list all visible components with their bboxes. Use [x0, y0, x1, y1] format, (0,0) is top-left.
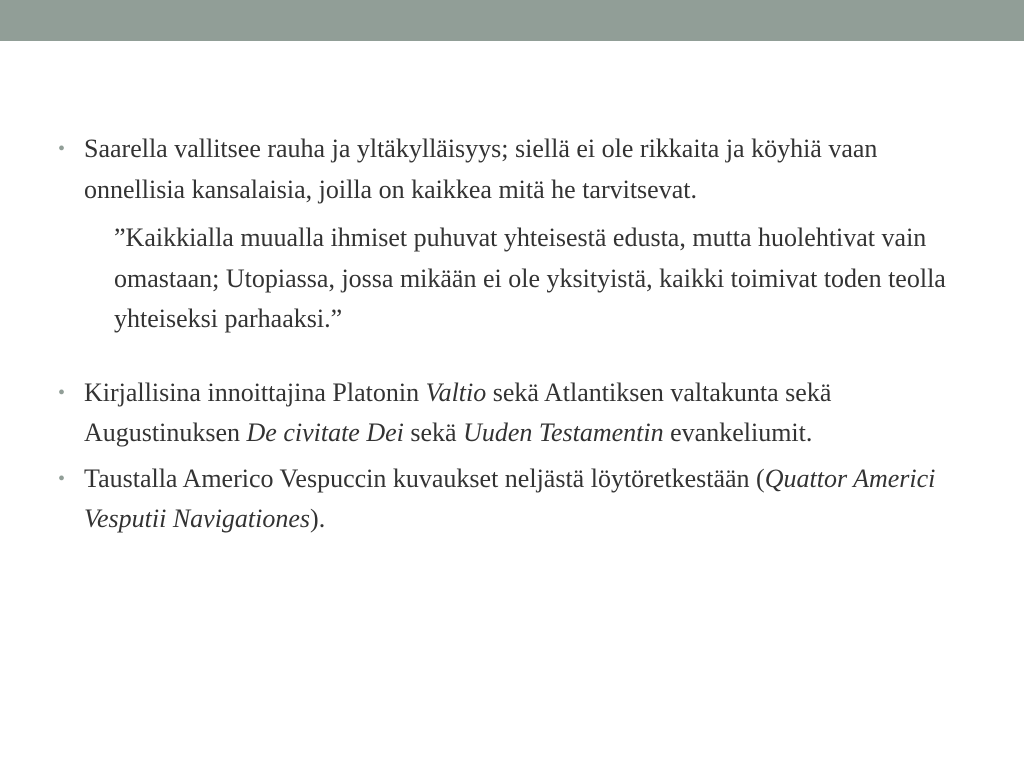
bullet-icon: • [58, 467, 66, 490]
title-valtio: Valtio [425, 377, 487, 407]
block-quote: ”Kaikkialla muualla ihmiset puhuvat yhteisestä edusta, mutta huolehtivat vain omastaan; Utopiassa, jossa mikään ei ole yksityistä, kaikki toimivat toden teolla yhteiseksi parhaaksi.” [114, 223, 946, 333]
bullet-icon: • [58, 138, 66, 160]
bullet-text-3-part-1: Taustalla Americo Vespuccin kuvaukset neljästä löytöretkestään ( [84, 463, 765, 493]
bullet-item-2 [58, 373, 968, 454]
bullet-text-2-part-5: sekä [403, 418, 464, 447]
bullet-icon: • [58, 381, 66, 404]
slide-body [58, 129, 968, 540]
top-accent-bar [0, 0, 1024, 41]
bullet-item-3 [58, 459, 968, 540]
title-de-civitate-dei: De civitate Dei [246, 418, 404, 447]
bullet-text-3-part-3: ). [310, 504, 326, 533]
title-uuden-testamentin: Uuden Testamentin [463, 418, 664, 447]
bullet-text-2-part-3: sekä Atlantiksen valtakunta sekä Augustinuksen [84, 377, 832, 447]
title-quattor-navigationes: Quattor Americi Vesputii Navigationes [84, 463, 936, 533]
bullet-text-2-part-1: Kirjallisina innoittajina Platonin [84, 377, 426, 407]
bullet-text-1: Saarella vallitsee rauha ja yltäkylläisyys; siellä ei ole rikkaita ja köyhiä vaan onnellisia kansalaisia, joilla on kaikkea mitä he tarvitsevat. [84, 134, 878, 204]
bullet-text-2-part-7: evankeliumit. [663, 418, 813, 447]
bullet-item-1 [58, 129, 968, 210]
